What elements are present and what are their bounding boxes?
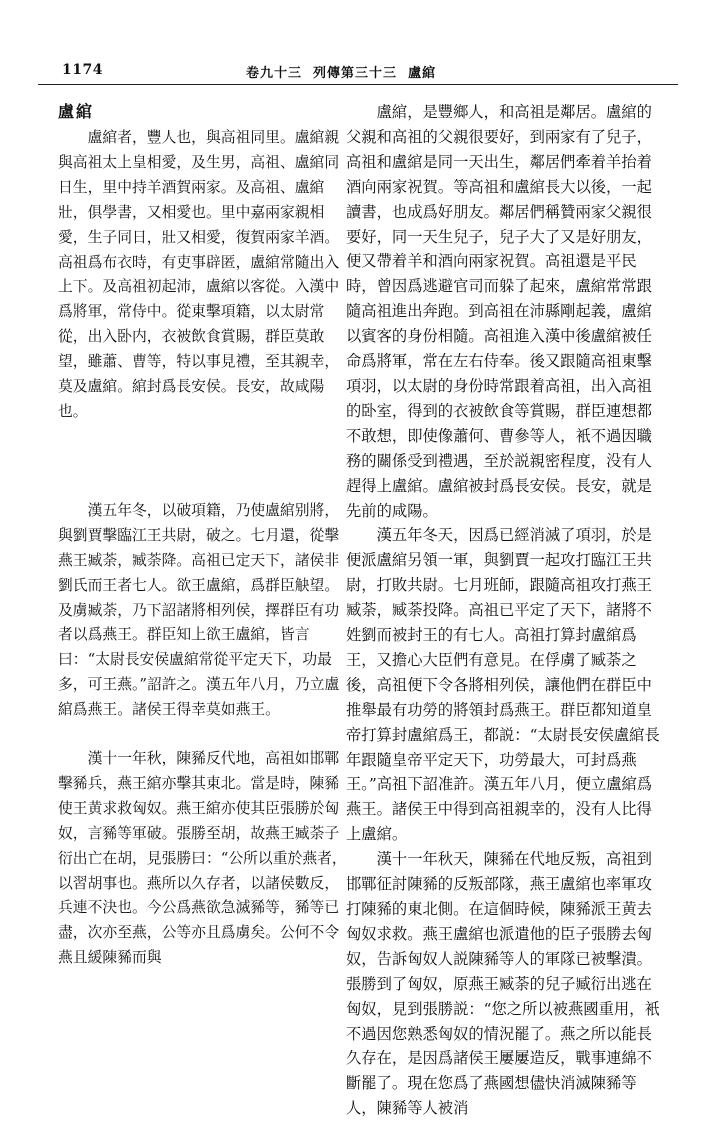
page-header [38, 60, 678, 82]
translation-paragraph-2: 漢五年冬天，因爲已經消滅了項羽，於是便派盧綰另領一軍，與劉賈一起攻打臨江王共尉，打敗共尉。七月班師，跟隨高祖攻打燕王臧荼，臧荼投降。高祖已平定了天下，諸將不姓劉而被封王的有七人。高祖打算封盧綰爲王，又擔心大臣們有意見。在俘虜了臧荼之後，高祖便下令各將相列侯，讓他們在群臣中推舉最有功勞的將領封爲燕王。群臣都知道皇帝打算封盧綰爲王，都説：“太尉長安侯盧綰長年跟隨皇帝平定天下，功勞最大，可封爲燕王。”高祖下詔准許。漢五年八月，便立盧綰爲燕王。諸侯王中得到高祖親幸的，没有人比得上盧綰。 [346, 526, 660, 844]
translation-paragraph-1: 盧綰，是豐鄉人，和高祖是鄰居。盧綰的父親和高祖的父親很要好，到兩家有了兒子，高祖和盧綰是同一天出生，鄰居們牽着羊抬着酒向兩家祝賀。等高祖和盧綰長大以後，一起讀書，也成爲好朋友。鄰居們稱贊兩家父親很要好，同一天生兒子，兒子大了又是好朋友，便又帶着羊和酒向兩家祝賀。高祖還是平民時，曾因爲逃避官司而躲了起來，盧綰常常跟隨高祖進出奔跑。到高祖在沛縣剛起義，盧綰以賓客的身份相隨。高祖進入漢中後盧綰被任命爲將軍，常在左右侍奉。後又跟隨高祖東擊項羽，以太尉的身份時常跟着高祖，出入高祖的卧室，得到的衣被飲食等賞賜，群臣連想都不敢想，即使像蕭何、曹參等人，衹不過因職務的關係受到禮遇，至於説親密程度，没有人趕得上盧綰。盧綰被封爲長安侯。長安，就是先前的咸陽。 [346, 103, 652, 520]
running-head: 卷九十三 列傳第三十三 盧綰 [246, 66, 437, 81]
section-title: 盧綰 [58, 102, 95, 121]
original-paragraph-1: 盧綰者，豐人也，與高祖同里。盧綰親與高祖太上皇相愛，及生男，高祖、盧綰同日生，里中持羊酒賀兩家。及高祖、盧綰壯，俱學書，又相愛也。里中嘉兩家親相愛，生子同日，壯又相愛，復賀兩家羊酒。高祖爲布衣時，有吏事辟匿，盧綰常隨出入上下。及高祖初起沛，盧綰以客從。入漢中爲將軍，常侍中。從東擊項籍，以太尉常從，出入卧内，衣被飲食賞賜，群臣莫敢望，雖蕭、曹等，特以事見禮，至其親幸，莫及盧綰。綰封爲長安侯。長安，故咸陽也。 [58, 129, 340, 420]
original-paragraph-2: 漢五年冬，以破項籍，乃使盧綰别將，與劉賈擊臨江王共尉，破之。七月還，從擊燕王臧荼，臧荼降。高祖已定天下，諸侯非劉氏而王者七人。欲王盧綰，爲群臣觖望。及虜臧荼，乃下詔諸將相列侯，擇群臣有功者以爲燕王。群臣知上欲王盧綰，皆言曰：“太尉長安侯盧綰常從平定天下，功最多，可王燕。”詔許之。漢五年八月，乃立盧綰爲燕王。諸侯王得幸莫如燕王。 [58, 501, 340, 719]
paragraph-gap [58, 723, 348, 747]
original-text-column [58, 100, 348, 971]
paragraph-gap [58, 425, 348, 499]
header-rule [38, 84, 678, 85]
page-number: 1174 [62, 62, 103, 78]
translation-column [346, 100, 662, 1121]
translation-paragraph-3: 漢十一年秋天，陳豨在代地反叛，高祖到邯鄲征討陳豨的反叛部隊，燕王盧綰也率軍攻打陳豨的東北側。在這個時候，陳豨派王黄去匈奴求救。燕王盧綰也派遣他的臣子張勝去匈奴，告訴匈奴人説陳豨等人的軍隊已被擊潰。張勝到了匈奴，原燕王臧荼的兒子臧衍出逃在匈奴，見到張勝説：“您之所以被燕國重用，衹不過因您熟悉匈奴的情況罷了。燕之所以能長久存在，是因爲諸侯王屢屢造反，戰事連綿不斷罷了。現在您爲了燕國想儘快消滅陳豨等人，陳豨等人被消 [346, 850, 660, 1118]
original-paragraph-3: 漢十一年秋，陳豨反代地，高祖如邯鄲擊豨兵，燕王綰亦擊其東北。當是時，陳豨使王黄求救匈奴。燕王綰亦使其臣張勝於匈奴，言豨等軍破。張勝至胡，故燕王臧荼子衍出亡在胡，見張勝曰：“公所以重於燕者，以習胡事也。燕所以久存者，以諸侯數反，兵連不決也。今公爲燕欲急滅豨等，豨等已盡，次亦至燕，公等亦且爲虜矣。公何不令燕且緩陳豨而與 [58, 750, 347, 967]
